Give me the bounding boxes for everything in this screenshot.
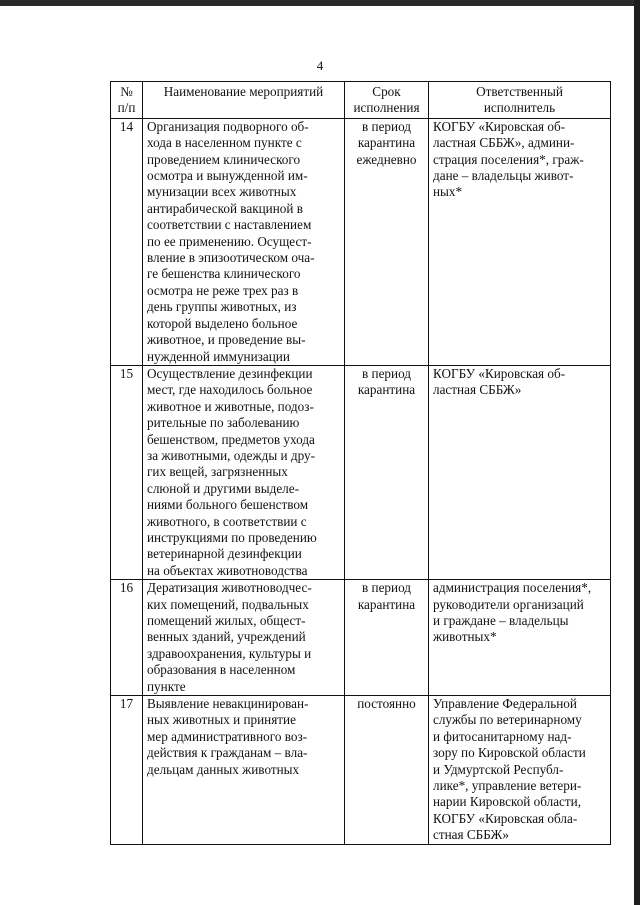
term-line: карантина — [357, 596, 416, 612]
scan-edge-top — [0, 0, 640, 6]
activity-cell — [143, 580, 345, 696]
term-cell — [345, 580, 429, 696]
table-row — [111, 696, 611, 845]
responsible-line: администрация поселения*, — [433, 580, 592, 596]
page-number: 4 — [316, 58, 324, 73]
responsible-cell — [429, 118, 611, 365]
activity-line: здравоохранения, культуры и — [147, 645, 312, 661]
term-line: в период — [361, 118, 411, 134]
measures-table — [110, 81, 611, 845]
activity-line: Дератизация животноводчес- — [147, 580, 312, 596]
table-header-row — [111, 82, 611, 119]
header-line: исполнитель — [483, 100, 556, 116]
activity-line: мест, где находилось больное — [147, 382, 313, 398]
activity-line: мер административного воз- — [147, 728, 308, 744]
activity-line: животное, и проведение вы- — [147, 332, 306, 348]
activity-line: Организация подворного об- — [147, 118, 309, 134]
activity-line: которой выделено больное — [147, 315, 298, 331]
activity-line: ниями больного бешенством — [147, 497, 309, 513]
activity-cell — [143, 118, 345, 365]
responsible-line: ластная СББЖ» — [433, 382, 522, 398]
header-responsible — [429, 82, 611, 119]
activity-line: ких помещений, подвальных — [147, 596, 309, 612]
row-number: 16 — [111, 580, 143, 696]
responsible-line: КОГБУ «Кировская об- — [433, 365, 566, 381]
term-line: в период — [361, 580, 411, 596]
term-cell — [345, 118, 429, 365]
header-line: п/п — [117, 100, 136, 116]
activity-line: животное и животные, подоз- — [147, 398, 314, 414]
term-cell — [345, 696, 429, 845]
activity-line: по ее применению. Осущест- — [147, 233, 312, 249]
row-number: 17 — [111, 696, 143, 845]
activity-line: Выявление невакцинирован- — [147, 696, 309, 712]
activity-line: пункте — [147, 678, 186, 694]
responsible-line: ластная СББЖ», админи- — [433, 135, 575, 151]
activity-line: ге бешенства клинического — [147, 266, 301, 282]
header-activity — [143, 82, 345, 119]
activity-line: венных зданий, учреждений — [147, 629, 306, 645]
activity-line: ных животных и принятие — [147, 712, 296, 728]
activity-line: образования в населенном — [147, 662, 296, 678]
responsible-line: КОГБУ «Кировская об- — [433, 118, 566, 134]
activity-line: слюной и другими выделе- — [147, 480, 300, 496]
responsible-line: ных* — [433, 184, 463, 200]
activity-line: за животными, одежды и дру- — [147, 447, 315, 463]
table-row — [111, 580, 611, 696]
table-row — [111, 118, 611, 365]
activity-line: осмотра и вынужденной им- — [147, 168, 308, 184]
table-row — [111, 365, 611, 579]
activity-line: бешенством, предметов ухода — [147, 431, 315, 447]
header-term — [345, 82, 429, 119]
row-number: 15 — [111, 365, 143, 579]
activity-line: день группы животных, из — [147, 299, 297, 315]
responsible-line: стная СББЖ» — [433, 827, 509, 843]
term-line: карантина — [357, 382, 416, 398]
term-line: в период — [361, 365, 411, 381]
responsible-cell — [429, 580, 611, 696]
responsible-line: и фитосанитарному над- — [433, 728, 572, 744]
header-line: исполнения — [353, 100, 420, 116]
header-line: Ответственный — [476, 84, 563, 99]
activity-line: осмотра не реже трех раз в — [147, 282, 299, 298]
term-line: карантина — [357, 135, 416, 151]
activity-line: вление в эпизоотическом оча- — [147, 250, 315, 266]
responsible-line: зору по Кировской области — [433, 745, 586, 761]
activity-line: Осуществление дезинфекции — [147, 365, 313, 381]
header-line: Наименование мероприятий — [163, 84, 324, 99]
responsible-line: лике*, управление ветери- — [433, 778, 582, 794]
activity-line: мунизации всех животных — [147, 184, 297, 200]
responsible-line: страция поселения*, граж- — [433, 151, 584, 167]
activity-cell — [143, 696, 345, 845]
term-line: ежедневно — [356, 151, 417, 167]
activity-line: действия к гражданам – вла- — [147, 745, 308, 761]
header-num — [111, 82, 143, 119]
activity-line: соответствии с наставлением — [147, 217, 312, 233]
responsible-line: КОГБУ «Кировская обла- — [433, 810, 578, 826]
activity-line: ветеринарной дезинфекции — [147, 546, 302, 562]
responsible-line: животных* — [433, 629, 497, 645]
scan-edge-right — [634, 0, 640, 905]
responsible-line: дане – владельцы живот- — [433, 168, 574, 184]
activity-cell — [143, 365, 345, 579]
activity-line: на объектах животноводства — [147, 562, 308, 578]
activity-line: антирабической вакциной в — [147, 200, 303, 216]
term-cell — [345, 365, 429, 579]
responsible-line: руководители организаций — [433, 596, 584, 612]
header-line: Срок — [372, 84, 401, 99]
activity-line: проведением клинического — [147, 151, 301, 167]
activity-line: гих вещей, загрязненных — [147, 464, 288, 480]
activity-line: нужденной иммунизации — [147, 348, 290, 364]
table-body — [111, 118, 611, 844]
activity-line: хода в населенном пункте с — [147, 135, 302, 151]
activity-line: животного, в соответствии с — [147, 513, 307, 529]
responsible-line: и Удмуртской Республ- — [433, 761, 564, 777]
responsible-line: Управление Федеральной — [433, 696, 577, 712]
row-number: 14 — [111, 118, 143, 365]
responsible-line: нарии Кировской области, — [433, 794, 582, 810]
responsible-cell — [429, 365, 611, 579]
activity-line: дельцам данных животных — [147, 761, 300, 777]
activity-line: рительные по заболеванию — [147, 415, 300, 431]
responsible-line: и граждане – владельцы — [433, 613, 569, 628]
responsible-cell — [429, 696, 611, 845]
header-line: № — [120, 84, 133, 99]
activity-line: инструкциями по проведению — [147, 529, 317, 545]
activity-line: помещений жилых, общест- — [147, 613, 306, 628]
responsible-line: службы по ветеринарному — [433, 712, 582, 728]
term-line: постоянно — [357, 696, 416, 712]
